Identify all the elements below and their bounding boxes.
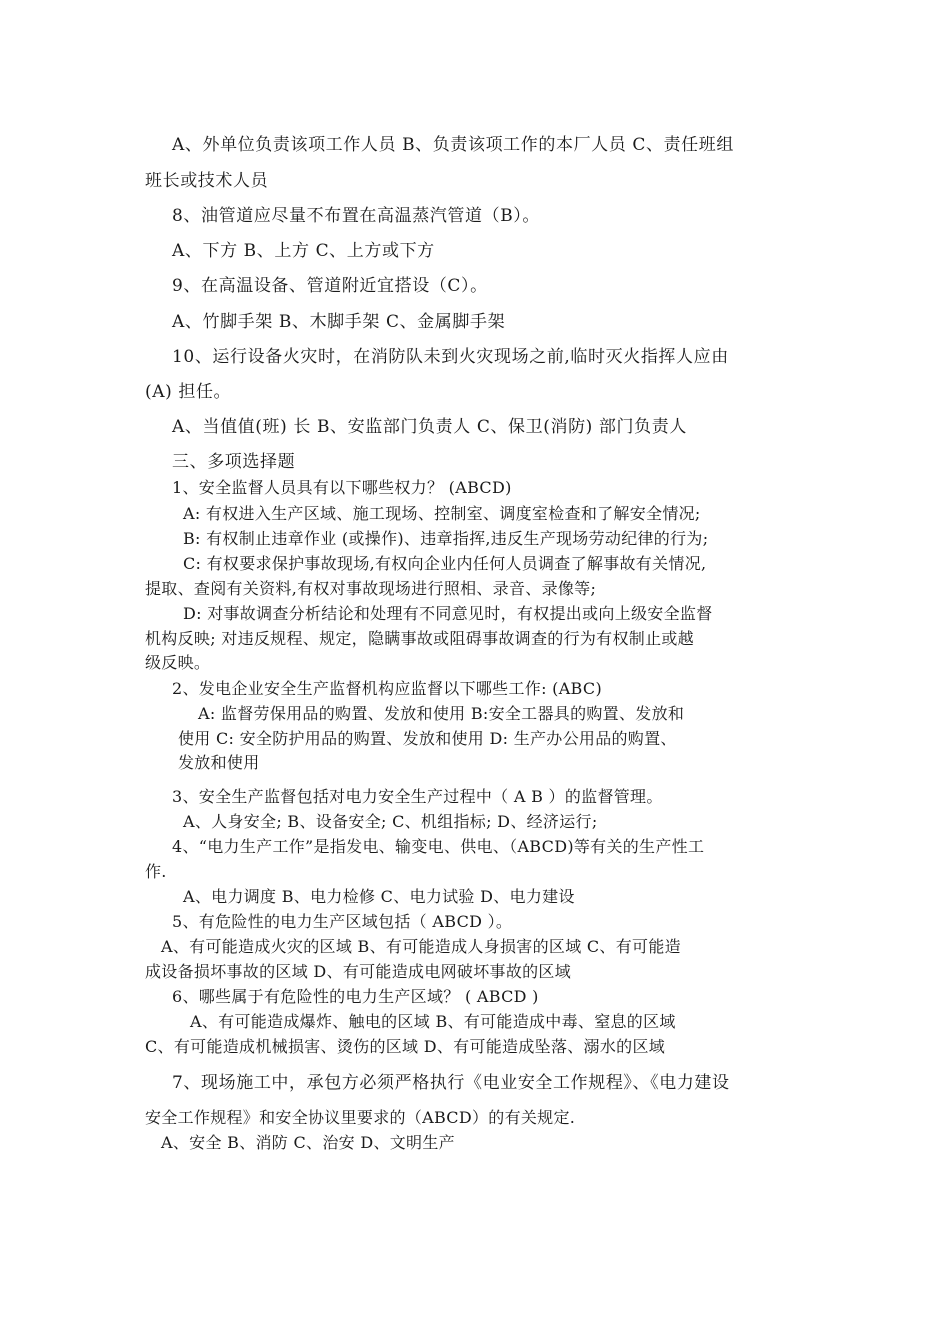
answer-options-continuation: 班长或技术人员 — [145, 171, 269, 191]
option-d: D: 对事故调查分析结论和处理有不同意见时，有权提出或向上级安全监督 — [183, 604, 713, 623]
section-heading-multiple-choice: 三、多项选择题 — [172, 452, 296, 472]
answer-options-line: A、人身安全; B、设备安全; C、机组指标; D、经济运行; — [183, 812, 598, 831]
option-d-continuation: 机构反映; 对违反规程、规定，隐瞒事故或阻碍事故调查的行为有权制止或越 — [145, 629, 694, 648]
multi-question-7: 7、现场施工中，承包方必须严格执行《电业安全工作规程》、《电力建设 — [172, 1073, 730, 1093]
answer-options-line: A、安全 B、消防 C、治安 D、文明生产 — [161, 1133, 455, 1152]
multi-question-4-continuation: 作. — [145, 862, 167, 881]
option-b: B: 有权制止违章作业 (或操作)、违章指挥,违反生产现场劳动纪律的行为; — [183, 529, 709, 548]
answer-options-line: A、外单位负责该项工作人员 B、负责该项工作的本厂人员 C、责任班组 — [172, 135, 734, 155]
answer-options-line: A、下方 B、上方 C、上方或下方 — [172, 241, 435, 261]
question-10: 10、运行设备火灾时，在消防队未到火灾现场之前,临时灭火指挥人应由 — [172, 347, 729, 367]
multi-question-1: 1、安全监督人员具有以下哪些权力？ (ABCD) — [172, 478, 512, 497]
multi-question-4: 4、“电力生产工作”是指发电、输变电、供电、（ABCD)等有关的生产性工 — [172, 837, 705, 856]
answer-options-line: A、有可能造成爆炸、触电的区域 B、有可能造成中毒、窒息的区域 — [190, 1012, 676, 1031]
multi-question-2: 2、发电企业安全生产监督机构应监督以下哪些工作: (ABC) — [172, 679, 602, 698]
answer-options-line: A、有可能造成火灾的区域 B、有可能造成人身损害的区域 C、有可能造 — [161, 937, 681, 956]
multi-question-6: 6、哪些属于有危险性的电力生产区域？ ( ABCD ) — [172, 987, 539, 1006]
option-c-continuation: 提取、查阅有关资料,有权对事故现场进行照相、录音、录像等; — [145, 579, 597, 598]
answer-options-line: A、电力调度 B、电力检修 C、电力试验 D、电力建设 — [183, 887, 575, 906]
answer-options-line: 发放和使用 — [178, 753, 260, 772]
multi-question-7-continuation: 安全工作规程》和安全协议里要求的（ABCD）的有关规定. — [145, 1108, 576, 1127]
answer-options-line: 成设备损坏事故的区域 D、有可能造成电网破坏事故的区域 — [145, 962, 572, 981]
multi-question-3: 3、安全生产监督包括对电力安全生产过程中（ A B ）的监督管理。 — [172, 787, 663, 806]
answer-options-line: C、有可能造成机械损害、烫伤的区域 D、有可能造成坠落、溺水的区域 — [145, 1037, 666, 1056]
multi-question-5: 5、有危险性的电力生产区域包括（ ABCD ）。 — [172, 912, 513, 931]
option-c: C: 有权要求保护事故现场,有权向企业内任何人员调查了解事故有关情况, — [183, 554, 707, 573]
option-d-continuation: 级反映。 — [145, 653, 211, 672]
option-a: A: 有权进入生产区域、施工现场、控制室、调度室检查和了解安全情况; — [183, 504, 701, 523]
question-9: 9、在高温设备、管道附近宜搭设（C）。 — [172, 276, 488, 296]
question-10-continuation: (A) 担任。 — [145, 382, 232, 402]
answer-options-line: 使用 C: 安全防护用品的购置、发放和使用 D: 生产办公用品的购置、 — [178, 729, 677, 748]
answer-options-line: A、当值值(班) 长 B、安监部门负责人 C、保卫(消防) 部门负责人 — [172, 417, 687, 437]
answer-options-line: A: 监督劳保用品的购置、发放和使用 B:安全工器具的购置、发放和 — [198, 704, 685, 723]
answer-options-line: A、竹脚手架 B、木脚手架 C、金属脚手架 — [172, 312, 506, 332]
question-8: 8、油管道应尽量不布置在高温蒸汽管道（B）。 — [172, 206, 541, 226]
